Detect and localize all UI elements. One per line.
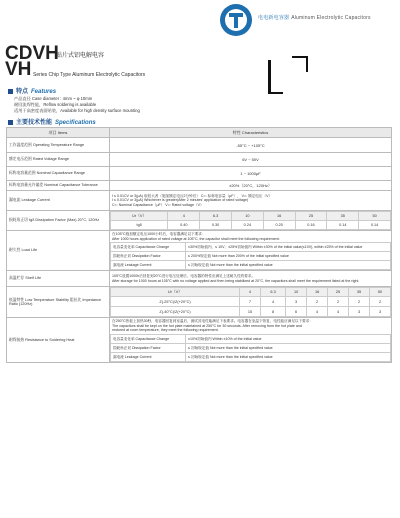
df-head: Ur（V） <box>111 212 168 221</box>
df-voltage: 25 <box>295 212 327 221</box>
df-voltage: 35 <box>327 212 359 221</box>
lt-value: 2 <box>370 297 391 307</box>
row-value: 6V ~ 50V <box>110 153 392 167</box>
row-label: 额定电压范围 Rated Voltage Range <box>7 153 110 167</box>
endurance-req: ±30%初始值内，≤ 10V；±25%初始值内 Within ±30% of the initial value(≤10V), within ±25% of the initial value <box>186 243 391 252</box>
df-table <box>110 211 391 230</box>
df-value: 0.14 <box>359 221 391 230</box>
series-title-vh: VH <box>5 59 32 80</box>
df-voltage: 16 <box>263 212 295 221</box>
df-value: 0.40 <box>168 221 200 230</box>
endurance-item: 损耗角正切 Dissipation Factor <box>111 252 186 261</box>
lt-voltage: 25 <box>328 288 349 297</box>
solder-req: ≤ 初始规定值 Not more than the initial specified value <box>186 352 391 361</box>
specs-heading: 主要技术性能 Specifications <box>8 117 96 126</box>
features-heading: 特点 Features <box>8 86 56 95</box>
lt-value: 6 <box>286 307 307 317</box>
shelf-line: After storage for 1000 hours at 105°C with no voltage applied and then being stabilized at 20°C, the capacitors shall meet the requirement listed at the right. <box>112 278 360 283</box>
endurance-intro: 在105°C施加额定电压1000小时后，电容器满足以下要求： <box>112 232 206 236</box>
df-value: 0.20 <box>263 221 295 230</box>
row-label: 高温贮存 Shelf Life <box>7 271 110 287</box>
endurance-item: 漏电流 Leakage Current <box>111 261 186 270</box>
lt-value: 2 <box>328 297 349 307</box>
lt-value: 8 <box>260 307 285 317</box>
solder-req: ≤ 初始规定值 Not more than the initial specified value <box>186 343 391 352</box>
company-logo-icon <box>218 2 254 38</box>
row-value: -55°C ~ +105°C <box>110 138 392 153</box>
lt-voltage: 16 <box>307 288 328 297</box>
leakage-line: C=: Nominal Capacitance（μF） V=: Rated voltage（V） <box>112 202 204 207</box>
lt-value: 3 <box>370 307 391 317</box>
lt-value: 4 <box>260 297 285 307</box>
row-label: 工作温度范围 Operating Temperature Range <box>7 138 110 153</box>
leakage-line: I ≤ 0.01CV or 3(μA) 取较大者（施加额定电压2分钟后） C=: 标称电容量（μF）， V=: 额定电压（V） <box>112 193 273 198</box>
solder-item: 电容量变化率 Capacitance Change <box>111 334 186 343</box>
endurance-intro: After 1000 hours application of rated voltage at 105°C, the capacitor shall meet the following requirement: <box>112 236 280 241</box>
solder-intro: The capacitors shall be kept on the hot plate maintained at 250°C for 30 seconds. After removing from the hot plate and <box>112 323 302 328</box>
shelf-line: 105°C放置1000h后回复到20°C进行电压处理后，电容器的特性应满足上述耐久性的要求。 <box>112 274 256 279</box>
lt-value: 7 <box>240 297 261 307</box>
brand-line <box>258 14 371 21</box>
df-voltage: 50 <box>359 212 391 221</box>
lowtemp-table <box>110 287 391 317</box>
square-bullet-icon <box>8 89 13 94</box>
df-voltage: 4 <box>168 212 200 221</box>
solder-intro: 在250°C热板上加热30秒，电容器回复到室温后，测试其电性能满足下表要求。电容器在室温下恢复，电性能应满足以下要求： <box>112 319 313 324</box>
lt-row-label: Z(-25°C)/Z(+20°C) <box>111 297 240 307</box>
solder-item: 漏电流 Leakage Current <box>111 352 186 361</box>
feature-item: 产品直径 Case diameter : 4mm ~ φ 10mm <box>14 96 93 101</box>
df-voltage: 6.3 <box>200 212 232 221</box>
lt-value: 3 <box>286 297 307 307</box>
title-cn: 贴片式铝电解电容 <box>56 53 105 59</box>
brand-en: Aluminum Electrolytic Capacitors <box>291 15 371 21</box>
row-label: 耐久性 Load Life <box>7 231 110 271</box>
lt-voltage: 4 <box>240 288 261 297</box>
df-value: 0.24 <box>231 221 263 230</box>
solder-item: 损耗角正切 Dissipation Factor <box>111 343 186 352</box>
solder-intro: restored at room temperature, they meet the following requirement. <box>112 328 219 333</box>
endurance-req: ≤ 200%规定值 Not more than 200% of the initial specified value <box>186 252 391 261</box>
square-bullet-icon <box>8 120 13 125</box>
endurance-req: ≤ 初始规定值 Not more than the initial specified value <box>186 261 391 270</box>
product-image <box>262 50 318 96</box>
solder-table <box>110 334 391 362</box>
feature-item: 耐回流焊性能，Reflow soldering is available <box>14 102 97 107</box>
lt-head: Ur（V） <box>111 288 240 297</box>
feature-item: 适用于高密度表面贴装，Available for high density surface mounting <box>14 108 140 113</box>
lt-value: 15 <box>240 307 261 317</box>
endurance-item: 电容量变化率 Capacitance Change <box>111 243 186 252</box>
brand-cn: 电电新电容器 <box>258 15 290 21</box>
lt-value: 2 <box>349 297 370 307</box>
lt-value: 2 <box>307 297 328 307</box>
row-label: 标称电容量范围 Nominal Capacitance Range <box>7 167 110 181</box>
title-en: Series Chip Type Aluminum Electrolytic Capacitors <box>33 72 146 78</box>
row-label: 损耗角正切 tgδ Dissipation Factor (Max) 20°C, 120Hz <box>7 211 110 231</box>
spec-table <box>6 127 392 363</box>
lt-value: 3 <box>349 307 370 317</box>
df-value: 0.30 <box>200 221 232 230</box>
lt-voltage: 35 <box>349 288 370 297</box>
endurance-table <box>110 242 391 270</box>
row-value: 1 ~ 1000μF <box>110 167 392 181</box>
row-value: ±20%（20°C，120Hz） <box>110 181 392 191</box>
lt-value: 4 <box>328 307 349 317</box>
df-row-label: tgδ <box>111 221 168 230</box>
row-label: 低温特性 Low Temperature Stability 阻抗比 Impedance Ratio (120Hz) <box>7 287 110 318</box>
lt-value: 4 <box>307 307 328 317</box>
solder-req: ±10%初始值内 Within ±10% of the initial value <box>186 334 391 343</box>
df-value: 0.14 <box>327 221 359 230</box>
leakage-line: I ≤ 0.01CV or 3(μA) Whichever is greater(After 2 minutes' application of rated voltage) <box>112 198 249 203</box>
df-voltage: 10 <box>231 212 263 221</box>
row-label: 耐焊接热 Resistance to Soldering Heat <box>7 318 110 363</box>
df-value: 0.16 <box>295 221 327 230</box>
lt-voltage: 50 <box>370 288 391 297</box>
lt-voltage: 10 <box>286 288 307 297</box>
row-label: 漏电流 Leakage Current <box>7 191 110 211</box>
col-header-characteristics: 特性 Characteristics <box>110 128 392 138</box>
col-header-items: 项目 Items <box>7 128 110 138</box>
series-title-cdvh: CDVH <box>5 43 59 64</box>
lt-row-label: Z(-40°C)/Z(+20°C) <box>111 307 240 317</box>
lt-voltage: 6.3 <box>260 288 285 297</box>
row-label: 标称电容量允许偏差 Nominal Capacitance Tolerance <box>7 181 110 191</box>
